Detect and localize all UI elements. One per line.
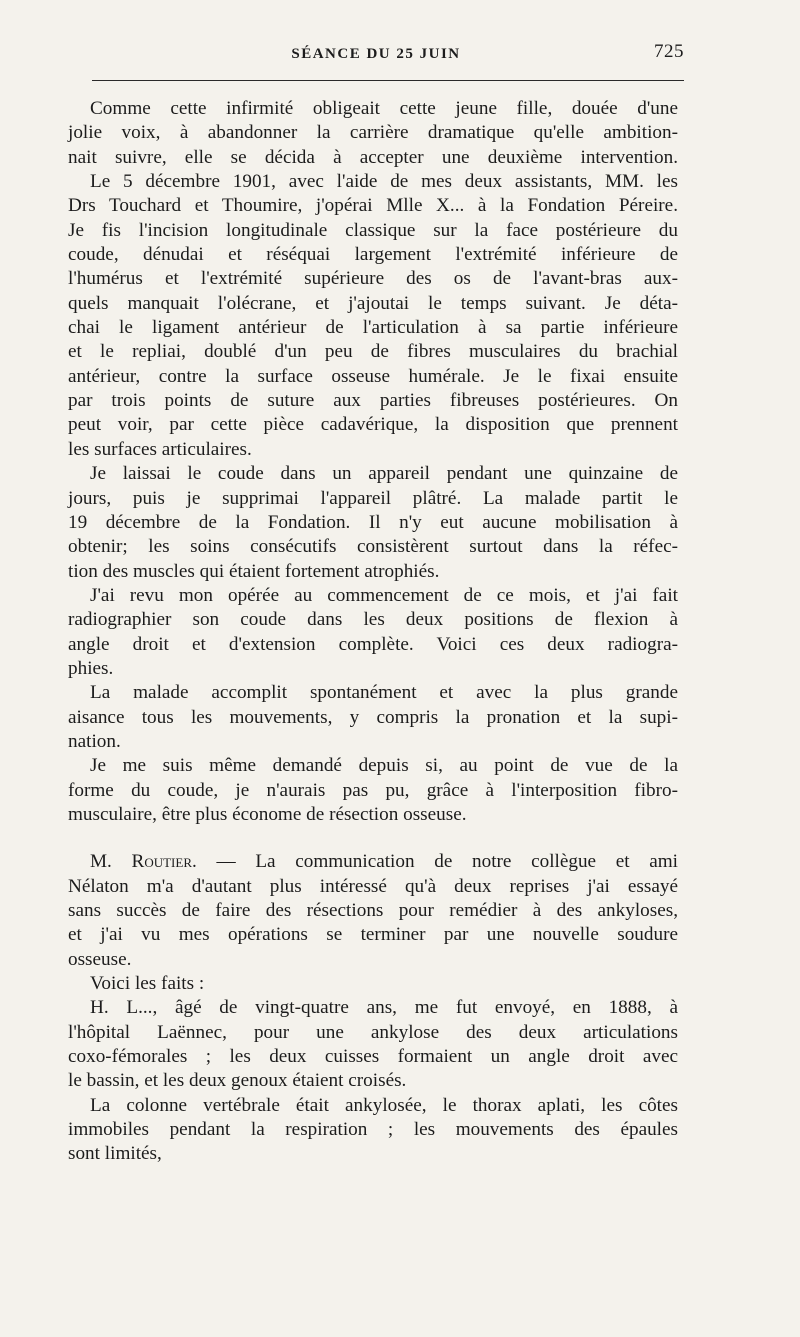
text-line: osseuse. <box>68 948 132 970</box>
text-line: radiographier son coude dans les deux positions de flexion à <box>68 609 678 631</box>
speaker-line-text: — La communication de notre collègue et ami <box>216 851 679 873</box>
text-line: Je me suis même demandé depuis si, au point de vue de la <box>90 755 678 777</box>
text-line: J'ai revu mon opérée au commencement de ce mois, et j'ai fait <box>90 584 678 606</box>
text-line: La malade accomplit spontanément et avec la plus grande <box>90 682 678 704</box>
text-line: 19 décembre de la Fondation. Il n'y eut aucune mobilisation à <box>68 511 678 533</box>
text-line: et j'ai vu mes opérations se terminer par une nouvelle soudure <box>68 924 678 946</box>
text-line: l'hôpital Laënnec, pour une ankylose des deux articulations <box>68 1021 678 1043</box>
running-title: SÉANCE DU 25 JUIN <box>291 46 461 62</box>
text-line: Le 5 décembre 1901, avec l'aide de mes deux assistants, MM. les <box>90 171 678 193</box>
text-line: obtenir; les soins consécutifs consistèrent surtout dans la réfec- <box>68 536 678 558</box>
text-line: Nélaton m'a d'autant plus intéressé qu'à deux reprises j'ai essayé <box>68 875 678 897</box>
text-line: Je fis l'incision longitudinale classique sur la face postérieure du <box>68 219 678 241</box>
page-number: 725 <box>654 41 684 62</box>
text-line: Voici les faits : <box>90 973 205 995</box>
speaker-name: Routier. <box>131 851 197 873</box>
text-line: coxo-fémorales ; les deux cuisses formaient un angle droit avec <box>68 1046 678 1068</box>
text-line: Drs Touchard et Thoumire, j'opérai Mlle X... à la Fondation Péreire. <box>68 195 678 217</box>
speaker-line <box>68 850 678 874</box>
text-line: phies. <box>68 657 114 679</box>
text-line: H. L..., âgé de vingt-quatre ans, me fut envoyé, en 1888, à <box>90 997 678 1019</box>
text-line: La colonne vertébrale était ankylosée, le thorax aplati, les côtes <box>90 1094 678 1116</box>
text-line: Comme cette infirmité obligeait cette jeune fille, douée d'une <box>90 98 678 119</box>
text-line: le bassin, et les deux genoux étaient croisés. <box>68 1070 407 1092</box>
body-text <box>68 97 678 1167</box>
speaker-prefix: M. <box>90 851 112 873</box>
text-line: sans succès de faire des résections pour remédier à des ankyloses, <box>68 900 678 921</box>
text-line: l'humérus et l'extrémité supérieure des os de l'avant-bras aux- <box>68 268 678 290</box>
text-line: forme du coude, je n'aurais pas pu, grâce à l'interposition fibro- <box>68 779 678 801</box>
text-line: peut voir, par cette pièce cadavérique, la disposition que prennent <box>68 414 678 436</box>
text-line: tion des muscles qui étaient fortement atrophiés. <box>68 560 440 582</box>
text-line: chai le ligament antérieur de l'articulation à sa partie inférieure <box>68 317 678 339</box>
section-gap <box>68 827 678 850</box>
text-line: aisance tous les mouvements, y compris la pronation et la supi- <box>68 706 678 728</box>
text-line: antérieur, contre la surface osseuse humérale. Je le fixai ensuite <box>68 365 678 387</box>
text-line: coude, dénudai et réséquai largement l'extrémité inférieure de <box>68 244 678 266</box>
text-line: nation. <box>68 730 121 752</box>
page-header <box>68 38 684 70</box>
header-rule <box>92 80 684 81</box>
text-line: immobiles pendant la respiration ; les mouvements des épaules <box>68 1119 678 1141</box>
text-line: par trois points de suture aux parties fibreuses postérieures. On <box>68 390 678 412</box>
text-line: musculaire, être plus économe de résection osseuse. <box>68 803 467 825</box>
text-line: jolie voix, à abandonner la carrière dramatique qu'elle ambition- <box>68 122 678 144</box>
text-line: jours, puis je supprimai l'appareil plâtré. La malade partit le <box>68 487 678 509</box>
text-line: sont limités, <box>68 1143 162 1165</box>
text-line: Je laissai le coude dans un appareil pendant une quinzaine de <box>90 463 678 485</box>
text-line: quels manquait l'olécrane, et j'ajoutai le temps suivant. Je déta- <box>68 292 678 314</box>
text-line: et le repliai, doublé d'un peu de fibres musculaires du brachial <box>68 341 678 363</box>
text-line: angle droit et d'extension complète. Voici ces deux radiogra- <box>68 633 678 655</box>
text-line: les surfaces articulaires. <box>68 438 252 460</box>
text-line: nait suivre, elle se décida à accepter une deuxième intervention. <box>68 146 678 168</box>
